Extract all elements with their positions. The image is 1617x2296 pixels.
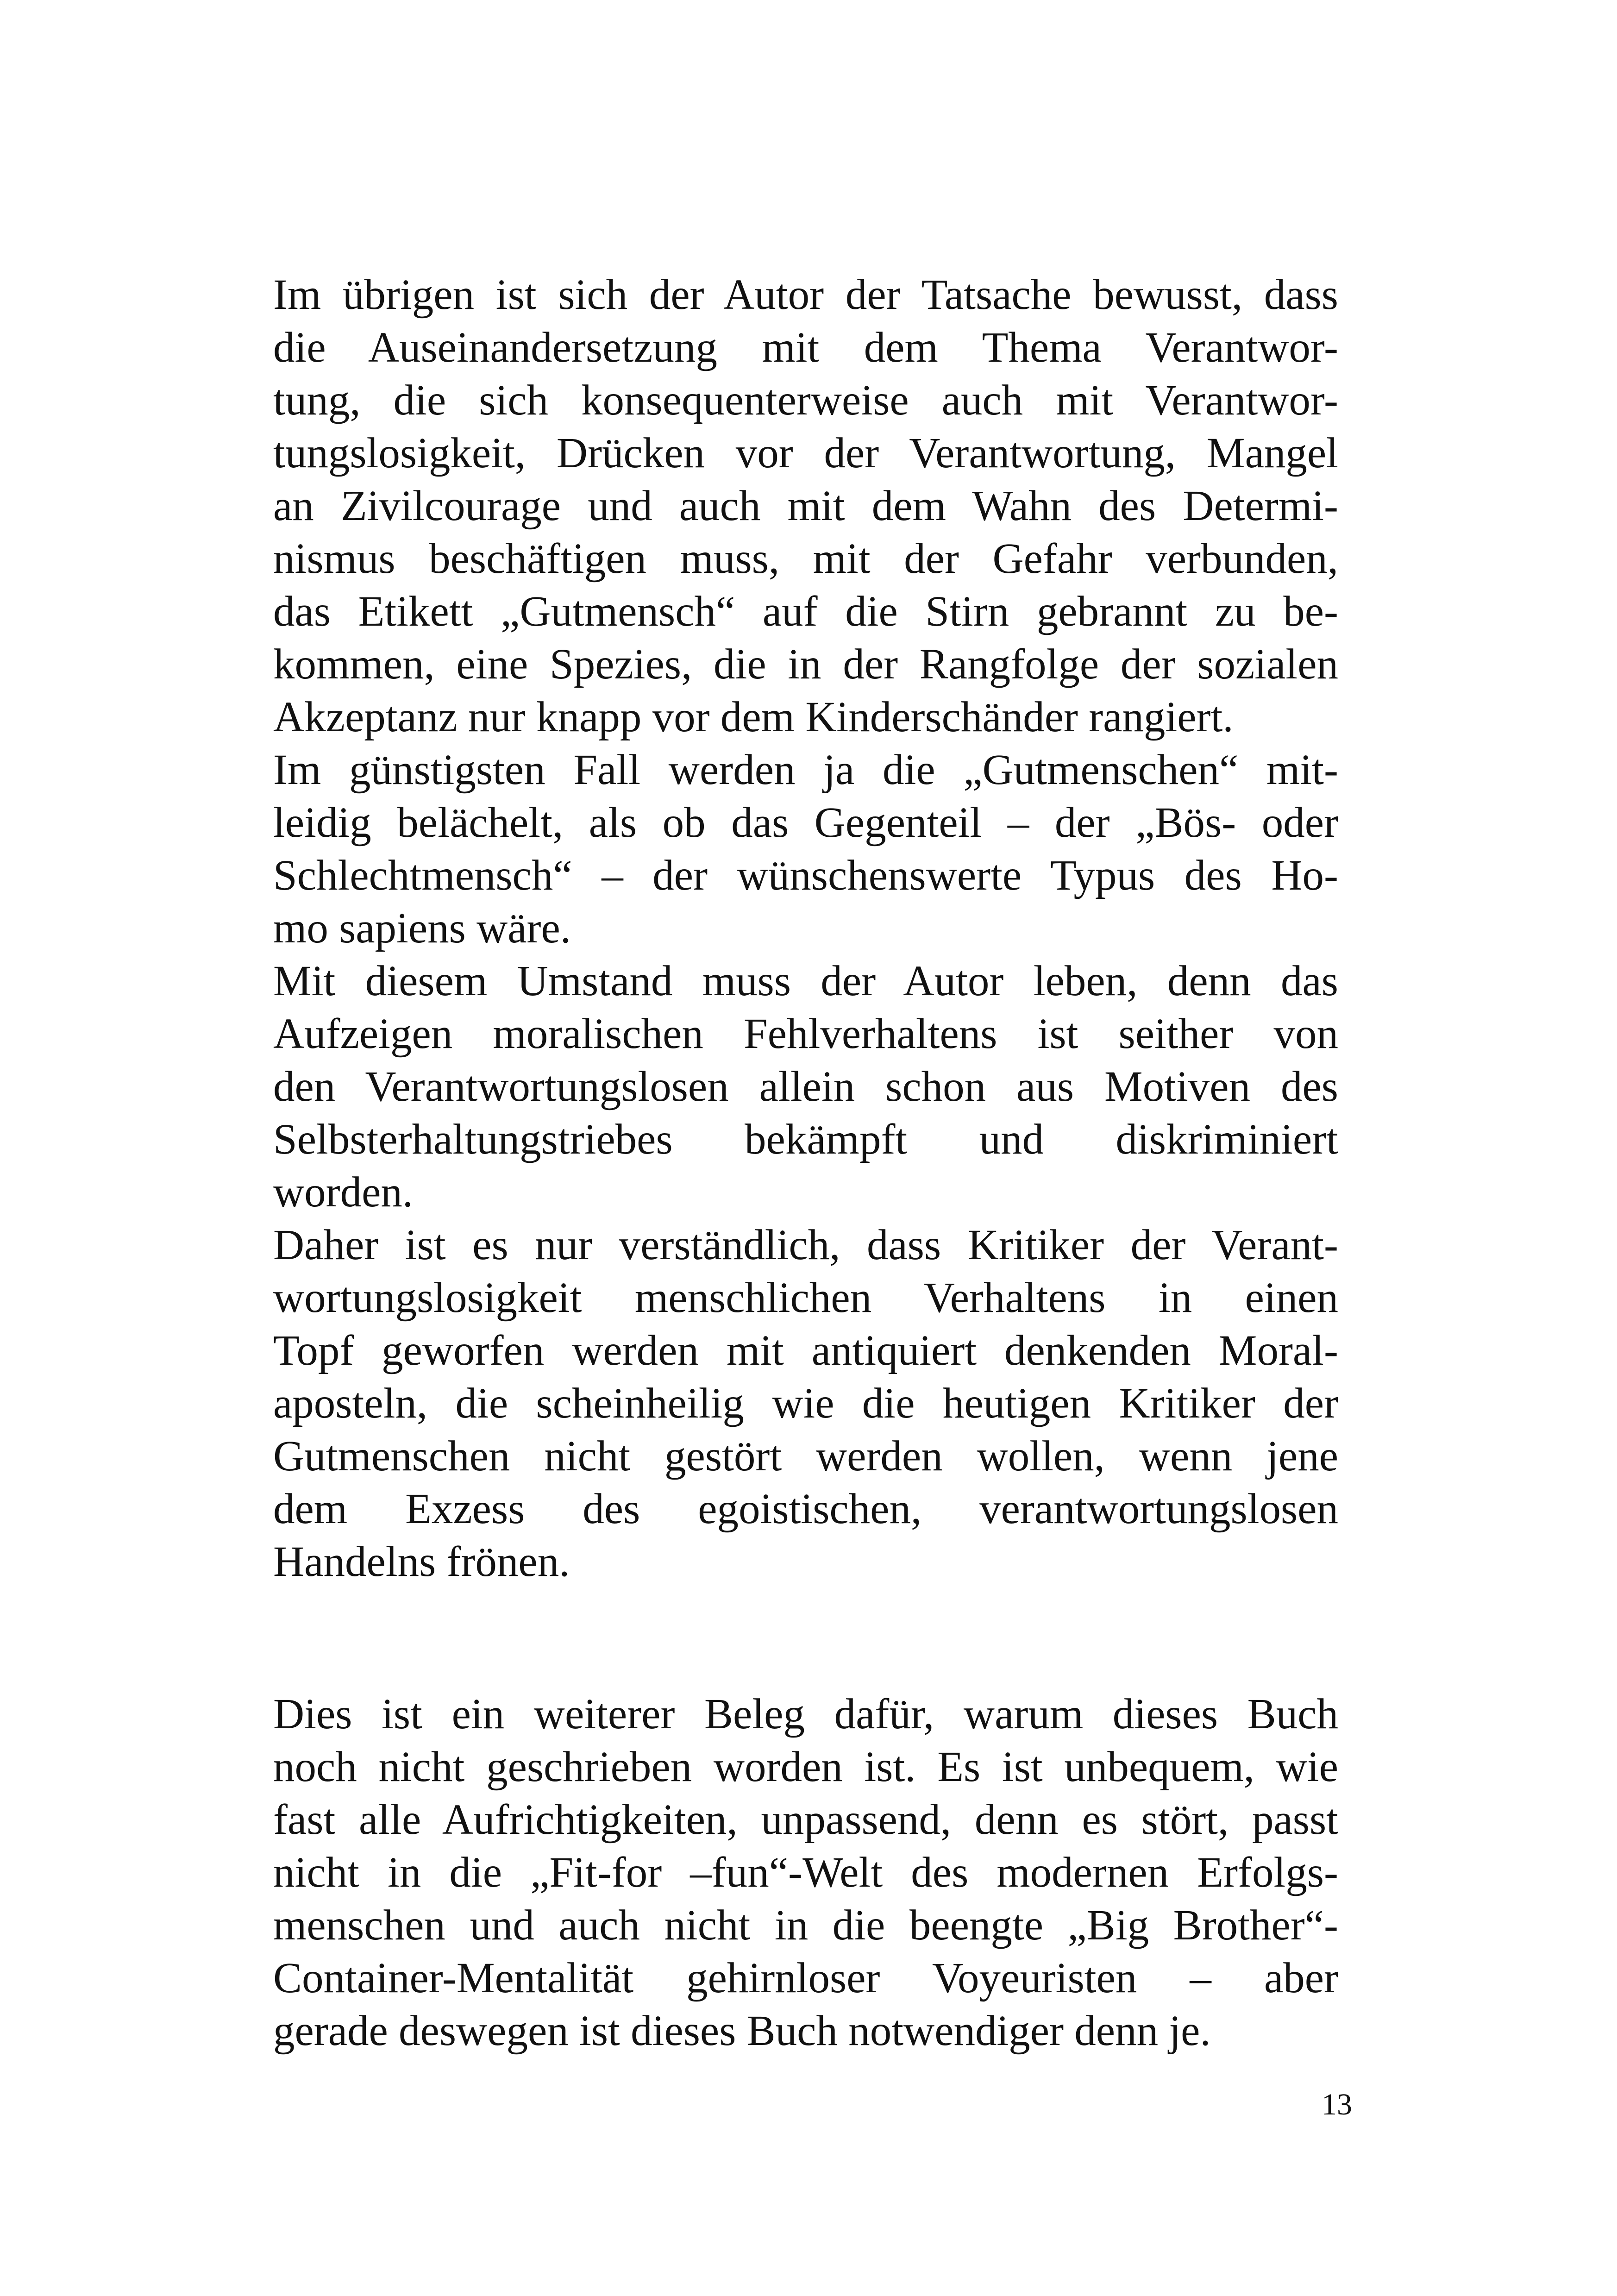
text-line: tung, die sich konsequenterweise auch mit Verantwor- xyxy=(273,376,1338,424)
text-line: mo sapiens wäre. xyxy=(273,904,571,952)
body-text xyxy=(273,269,1338,2058)
text-line: gerade deswegen ist dieses Buch notwendiger denn je. xyxy=(273,2007,1211,2055)
text-line: nismus beschäftigen muss, mit der Gefahr verbunden, xyxy=(273,535,1338,583)
text-line: wortungslosigkeit menschlichen Verhaltens in einen xyxy=(273,1274,1338,1322)
text-line: Daher ist es nur verständlich, dass Kritiker der Verant- xyxy=(273,1221,1338,1269)
text-line: an Zivilcourage und auch mit dem Wahn des Determi- xyxy=(273,482,1338,530)
text-line: Akzeptanz nur knapp vor dem Kinderschänder rangiert. xyxy=(273,693,1234,741)
text-line: kommen, eine Spezies, die in der Rangfolge der sozialen xyxy=(273,640,1338,688)
text-line: noch nicht geschrieben worden ist. Es ist unbequem, wie xyxy=(273,1743,1338,1791)
text-line: das Etikett „Gutmensch“ auf die Stirn gebrannt zu be- xyxy=(273,588,1338,635)
text-line: leidig belächelt, als ob das Gegenteil – der „Bös- oder xyxy=(273,799,1338,847)
text-line: worden. xyxy=(273,1168,414,1216)
text-line: fast alle Aufrichtigkeiten, unpassend, denn es stört, passt xyxy=(273,1796,1338,1844)
text-line: nicht in die „Fit-for –fun“-Welt des modernen Erfolgs- xyxy=(273,1849,1338,1896)
text-line: Im übrigen ist sich der Autor der Tatsache bewusst, dass xyxy=(273,271,1338,319)
text-line: Gutmenschen nicht gestört werden wollen, wenn jene xyxy=(273,1432,1338,1480)
text-line: Mit diesem Umstand muss der Autor leben, denn das xyxy=(273,957,1338,1005)
text-line: Selbsterhaltungstriebes bekämpft und diskriminiert xyxy=(273,1116,1338,1163)
page-number: 13 xyxy=(1322,2088,1352,2121)
text-line: Im günstigsten Fall werden ja die „Gutmenschen“ mit- xyxy=(273,746,1338,794)
text-line: Handelns frönen. xyxy=(273,1538,570,1586)
text-line: die Auseinandersetzung mit dem Thema Verantwor- xyxy=(273,324,1338,371)
paragraph-spacer xyxy=(273,1588,1338,1688)
text-line: dem Exzess des egoistischen, verantwortungslosen xyxy=(273,1485,1338,1533)
text-line: menschen und auch nicht in die beengte „Big Brother“- xyxy=(273,1901,1338,1949)
text-line: aposteln, die scheinheilig wie die heutigen Kritiker der xyxy=(273,1380,1338,1427)
text-line: Schlechtmensch“ – der wünschenswerte Typus des Ho- xyxy=(273,852,1338,899)
text-line: den Verantwortungslosen allein schon aus Motiven des xyxy=(273,1063,1338,1110)
text-line: Dies ist ein weiterer Beleg dafür, warum dieses Buch xyxy=(273,1690,1338,1738)
text-line: Aufzeigen moralischen Fehlverhaltens ist seither von xyxy=(273,1010,1338,1058)
text-line: Container-Mentalität gehirnloser Voyeuristen – aber xyxy=(273,1954,1338,2002)
text-line: tungslosigkeit, Drücken vor der Verantwortung, Mangel xyxy=(273,429,1338,477)
text-line: Topf geworfen werden mit antiquiert denkenden Moral- xyxy=(273,1327,1338,1374)
